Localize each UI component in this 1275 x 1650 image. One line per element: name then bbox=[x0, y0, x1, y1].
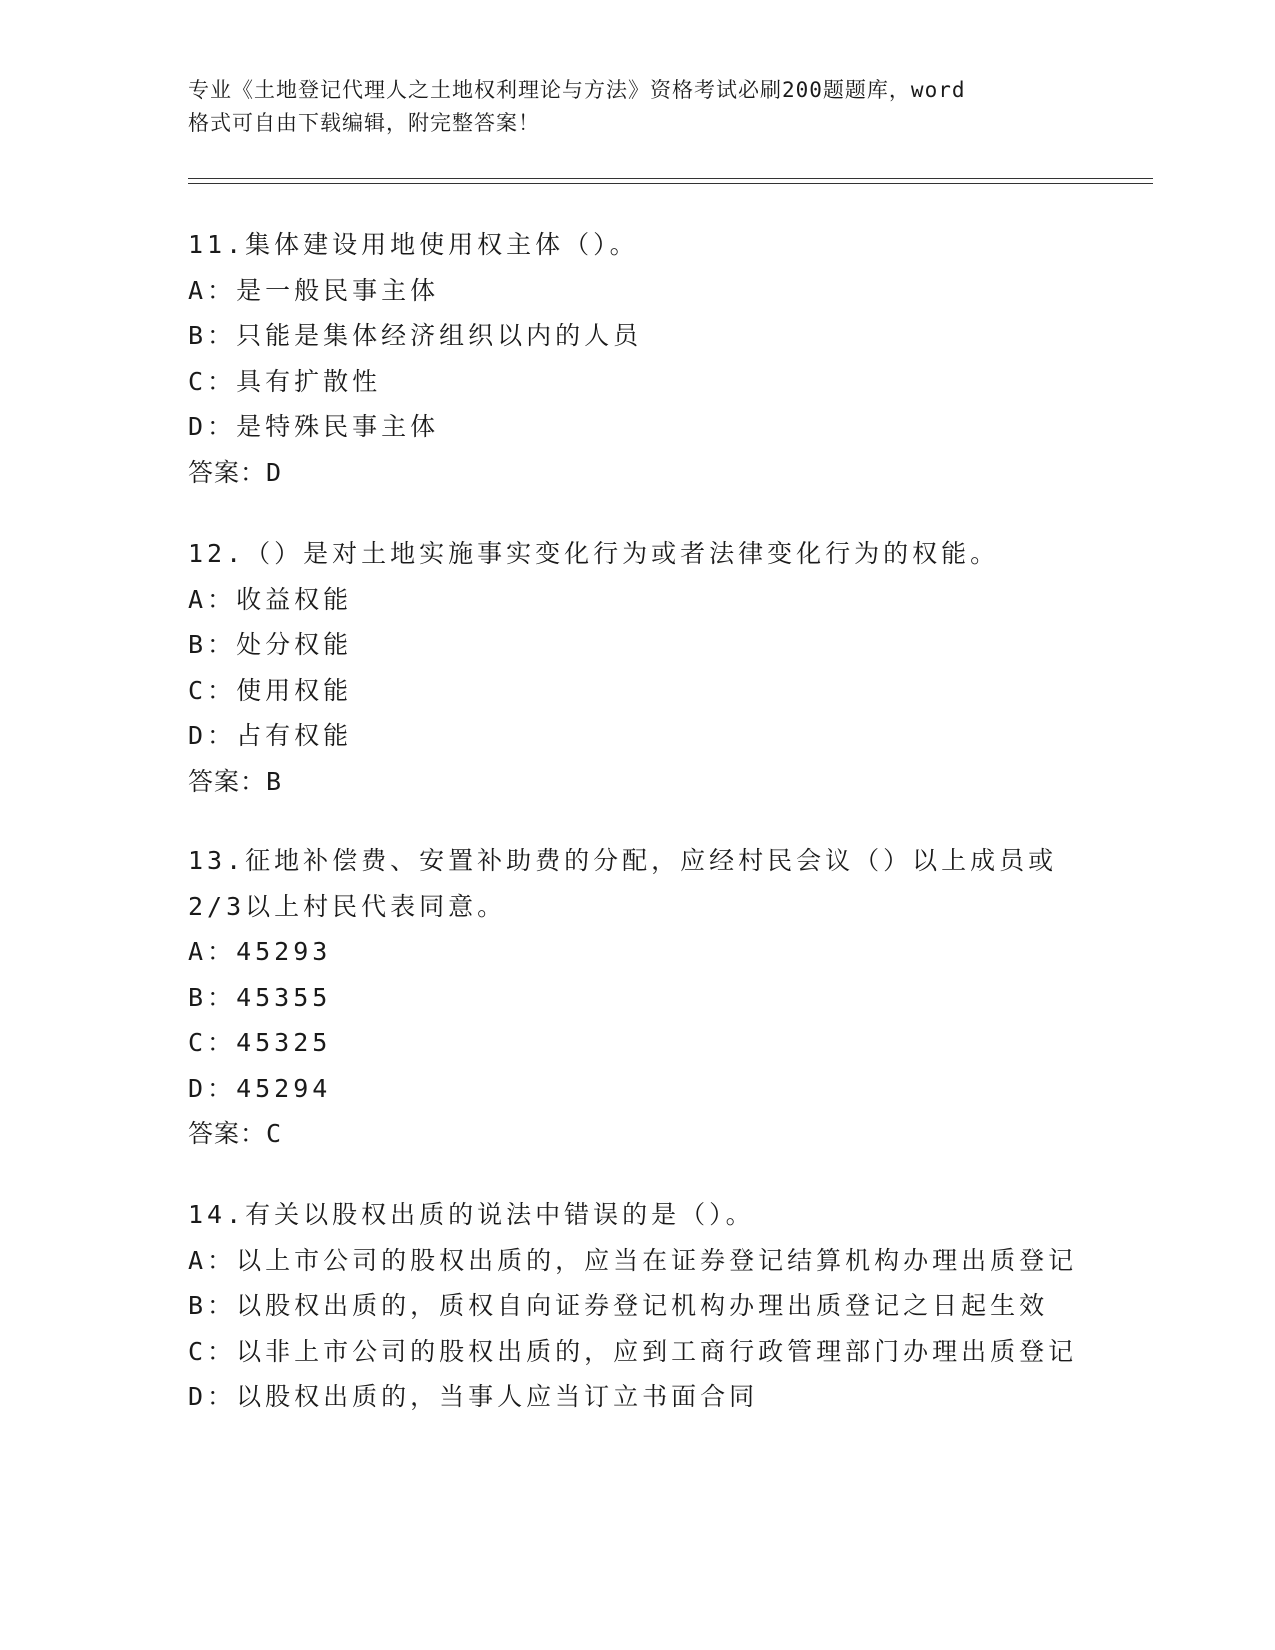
option-text: 是一般民事主体 bbox=[236, 275, 440, 305]
option-label: D： bbox=[188, 721, 237, 750]
option-label: A： bbox=[188, 584, 237, 614]
header-divider-top bbox=[188, 178, 1153, 179]
option-a bbox=[188, 929, 1153, 975]
option-label: D： bbox=[188, 1382, 237, 1411]
option-text: 45355 bbox=[236, 982, 332, 1012]
question-stem: 12.（）是对土地实施事实变化行为或者法律变化行为的权能。 bbox=[188, 539, 1000, 568]
option-label: C： bbox=[188, 675, 237, 705]
question-13 bbox=[188, 838, 1153, 1157]
option-text: 收益权能 bbox=[236, 584, 353, 614]
option-a bbox=[188, 577, 1153, 623]
answer-value: B bbox=[266, 766, 283, 796]
answer-value: D bbox=[266, 457, 283, 487]
option-label: C： bbox=[188, 1336, 237, 1366]
answer-line bbox=[188, 759, 1153, 805]
question-stem-continued: 2/3以上村民代表同意。 bbox=[188, 891, 507, 921]
option-text: 只能是集体经济组织以内的人员 bbox=[236, 321, 643, 350]
answer-line bbox=[188, 450, 1153, 496]
option-b bbox=[188, 975, 1153, 1021]
question-stem: 11.集体建设用地使用权主体（）。 bbox=[188, 230, 639, 259]
option-label: C： bbox=[188, 1028, 237, 1057]
option-label: B： bbox=[188, 630, 237, 659]
answer-line bbox=[188, 1111, 1153, 1157]
option-d bbox=[188, 1066, 1153, 1112]
option-text: 45325 bbox=[236, 1028, 332, 1057]
option-label: D： bbox=[188, 1073, 237, 1103]
option-text: 使用权能 bbox=[236, 675, 353, 705]
option-text: 处分权能 bbox=[236, 630, 353, 659]
option-text: 以股权出质的，质权自向证券登记机构办理出质登记之日起生效 bbox=[236, 1291, 1049, 1320]
option-d bbox=[188, 404, 1153, 450]
option-text: 45293 bbox=[236, 937, 332, 966]
option-text: 是特殊民事主体 bbox=[236, 412, 440, 441]
option-b bbox=[188, 622, 1153, 668]
header-divider-bottom bbox=[188, 183, 1153, 184]
option-label: B： bbox=[188, 982, 237, 1012]
option-text: 45294 bbox=[236, 1073, 332, 1103]
answer-label: 答案： bbox=[188, 1119, 267, 1148]
option-c bbox=[188, 1329, 1153, 1375]
option-label: C： bbox=[188, 366, 237, 396]
option-label: A： bbox=[188, 1245, 237, 1275]
answer-label: 答案： bbox=[188, 457, 267, 487]
option-a bbox=[188, 1238, 1153, 1284]
option-b bbox=[188, 1283, 1153, 1329]
option-d bbox=[188, 1374, 1153, 1420]
option-label: A： bbox=[188, 275, 237, 305]
question-14 bbox=[188, 1192, 1153, 1420]
option-a bbox=[188, 268, 1153, 314]
option-label: B： bbox=[188, 321, 237, 350]
option-c bbox=[188, 1020, 1153, 1066]
question-11 bbox=[188, 222, 1153, 495]
option-text: 以非上市公司的股权出质的，应到工商行政管理部门办理出质登记 bbox=[236, 1336, 1078, 1366]
option-label: B： bbox=[188, 1291, 237, 1320]
question-stem: 13.征地补偿费、安置补助费的分配，应经村民会议（）以上成员或 bbox=[188, 846, 1058, 875]
question-12 bbox=[188, 531, 1153, 804]
option-d bbox=[188, 713, 1153, 759]
option-b bbox=[188, 313, 1153, 359]
header-intro-line-1: 专业《土地登记代理人之土地权利理论与方法》资格考试必刷200题题库，word bbox=[188, 78, 966, 102]
option-c bbox=[188, 668, 1153, 714]
option-text: 具有扩散性 bbox=[236, 366, 382, 396]
option-c bbox=[188, 359, 1153, 405]
option-text: 以上市公司的股权出质的，应当在证券登记结算机构办理出质登记 bbox=[236, 1245, 1078, 1275]
header-intro-line-2: 格式可自由下载编辑，附完整答案！ bbox=[188, 111, 540, 135]
document-header bbox=[188, 74, 1048, 140]
answer-value: C bbox=[266, 1119, 283, 1148]
answer-label: 答案： bbox=[188, 766, 267, 796]
option-text: 以股权出质的，当事人应当订立书面合同 bbox=[236, 1382, 759, 1411]
option-text: 占有权能 bbox=[236, 721, 353, 750]
question-stem: 14.有关以股权出质的说法中错误的是（）。 bbox=[188, 1200, 755, 1229]
option-label: A： bbox=[188, 937, 237, 966]
option-label: D： bbox=[188, 412, 237, 441]
